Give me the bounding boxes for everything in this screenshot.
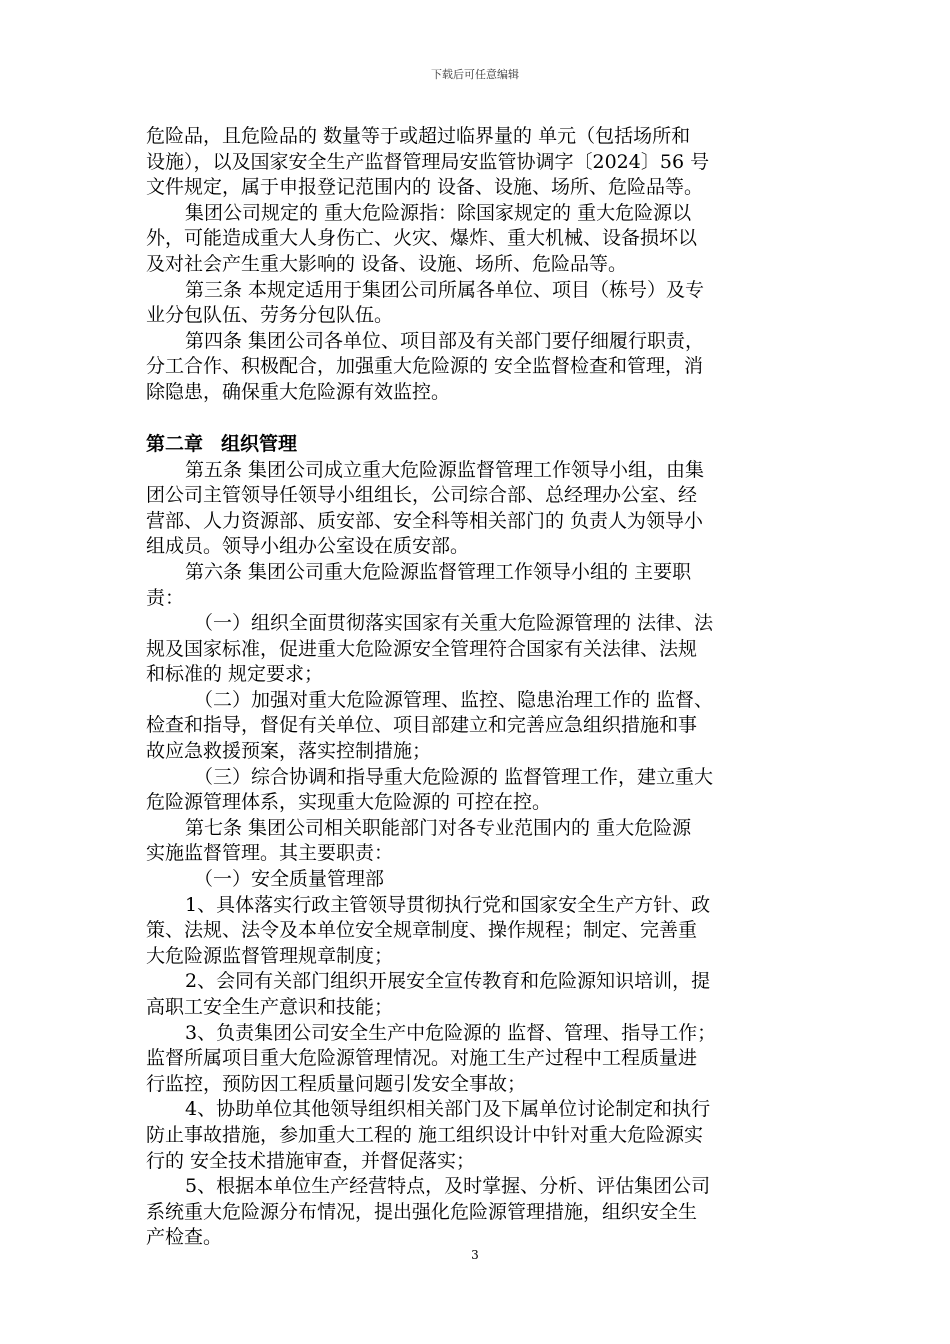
text-line: 实施监督管理。其主要职责： bbox=[146, 842, 394, 865]
document-body bbox=[146, 124, 814, 1251]
text-line: 防止事故措施，参加重大工程的 施工组织设计中针对重大危险源实 bbox=[146, 1123, 704, 1146]
text-line: 组成员。领导小组办公室设在质安部。 bbox=[146, 535, 470, 558]
text-line: 业分包队伍、劳务分包队伍。 bbox=[146, 304, 394, 327]
text-line: （三）综合协调和指导重大危险源的 监督管理工作，建立重大 bbox=[194, 765, 714, 788]
text-line: 设施），以及国家安全生产监督管理局安监管协调字〔2024〕56 号 bbox=[146, 150, 710, 173]
text-line: 1、具体落实行政主管领导贯彻执行党和国家安全生产方针、政 bbox=[185, 893, 711, 916]
text-line: 及对社会产生重大影响的 设备、设施、场所、危险品等。 bbox=[146, 252, 628, 275]
text-line: 大危险源监督管理规章制度； bbox=[146, 944, 394, 967]
chapter-number: 第二章 bbox=[146, 432, 204, 455]
text-line: 集团公司规定的 重大危险源指：除国家规定的 重大危险源以 bbox=[185, 201, 692, 224]
chapter-title: 组织管理 bbox=[221, 432, 298, 455]
text-line: 产检查。 bbox=[146, 1226, 223, 1249]
text-line: 营部、人力资源部、质安部、安全科等相关部门的 负责人为领导小 bbox=[146, 509, 704, 532]
text-line: 分工合作、积极配合，加强重大危险源的 安全监督检查和管理，消 bbox=[146, 355, 704, 378]
text-line: 3、负责集团公司安全生产中危险源的 监督、管理、指导工作； bbox=[185, 1021, 717, 1044]
text-line: 文件规定，属于申报登记范围内的 设备、设施、场所、危险品等。 bbox=[146, 176, 704, 199]
text-line: 危险品，且危险品的 数量等于或超过临界量的 单元（包括场所和 bbox=[146, 125, 691, 147]
text-line: 5、根据本单位生产经营特点，及时掌握、分析、评估集团公司 bbox=[185, 1175, 711, 1198]
text-line: 高职工安全生产意识和技能； bbox=[146, 996, 394, 1018]
page-header: 下载后可任意编辑 bbox=[431, 68, 519, 81]
text-line: （一）组织全面贯彻落实国家有关重大危险源管理的 法律、法 bbox=[194, 612, 714, 635]
paragraph-gap bbox=[146, 406, 814, 431]
text-line: 规及国家标准，促进重大危险源安全管理符合国家有关法律、法规 bbox=[146, 637, 698, 660]
text-line: 行监控，预防因工程质量问题引发安全事故； bbox=[146, 1072, 527, 1095]
text-line: 4、协助单位其他领导组织相关部门及下属单位讨论制定和执行 bbox=[185, 1098, 711, 1121]
text-line: 第五条 集团公司成立重大危险源监督管理工作领导小组，由集 bbox=[185, 458, 705, 481]
page-number: 3 bbox=[471, 1248, 479, 1262]
text-line: 除隐患，确保重大危险源有效监控。 bbox=[146, 380, 451, 403]
text-line: 和标准的 规定要求； bbox=[146, 663, 324, 686]
chapter-heading bbox=[146, 431, 814, 458]
text-line: 行的 安全技术措施审查，并督促落实； bbox=[146, 1149, 476, 1172]
text-line: 危险源管理体系，实现重大危险源的 可控在控。 bbox=[146, 791, 552, 814]
text-line: 监督所属项目重大危险源管理情况。对施工生产过程中工程质量进 bbox=[146, 1047, 698, 1070]
text-line: 责： bbox=[146, 586, 185, 609]
text-line: 检查和指导，督促有关单位、项目部建立和完善应急组织措施和事 bbox=[146, 714, 698, 737]
text-line: （二）加强对重大危险源管理、监控、隐患治理工作的 监督、 bbox=[194, 688, 714, 711]
text-line: 2、会同有关部门组织开展安全宣传教育和危险源知识培训，提 bbox=[185, 970, 711, 993]
text-line: 第四条 集团公司各单位、项目部及有关部门要仔细履行职责， bbox=[185, 329, 705, 352]
text-line: （一）安全质量管理部 bbox=[194, 868, 385, 891]
text-line: 外，可能造成重大人身伤亡、火灾、爆炸、重大机械、设备损坏以 bbox=[146, 227, 698, 250]
text-line: 第三条 本规定适用于集团公司所属各单位、项目（栋号）及专 bbox=[185, 278, 705, 301]
text-line: 故应急救援预案，落实控制措施； bbox=[146, 740, 432, 763]
text-line: 第六条 集团公司重大危险源监督管理工作领导小组的 主要职 bbox=[185, 560, 692, 583]
text-line: 系统重大危险源分布情况，提出强化危险源管理措施，组织安全生 bbox=[146, 1200, 698, 1223]
text-line: 团公司主管领导任领导小组组长，公司综合部、总经理办公室、经 bbox=[146, 484, 698, 507]
text-line: 策、法规、法令及本单位安全规章制度、操作规程；制定、完善重 bbox=[146, 919, 698, 942]
text-line: 第七条 集团公司相关职能部门对各专业范围内的 重大危险源 bbox=[185, 816, 692, 839]
